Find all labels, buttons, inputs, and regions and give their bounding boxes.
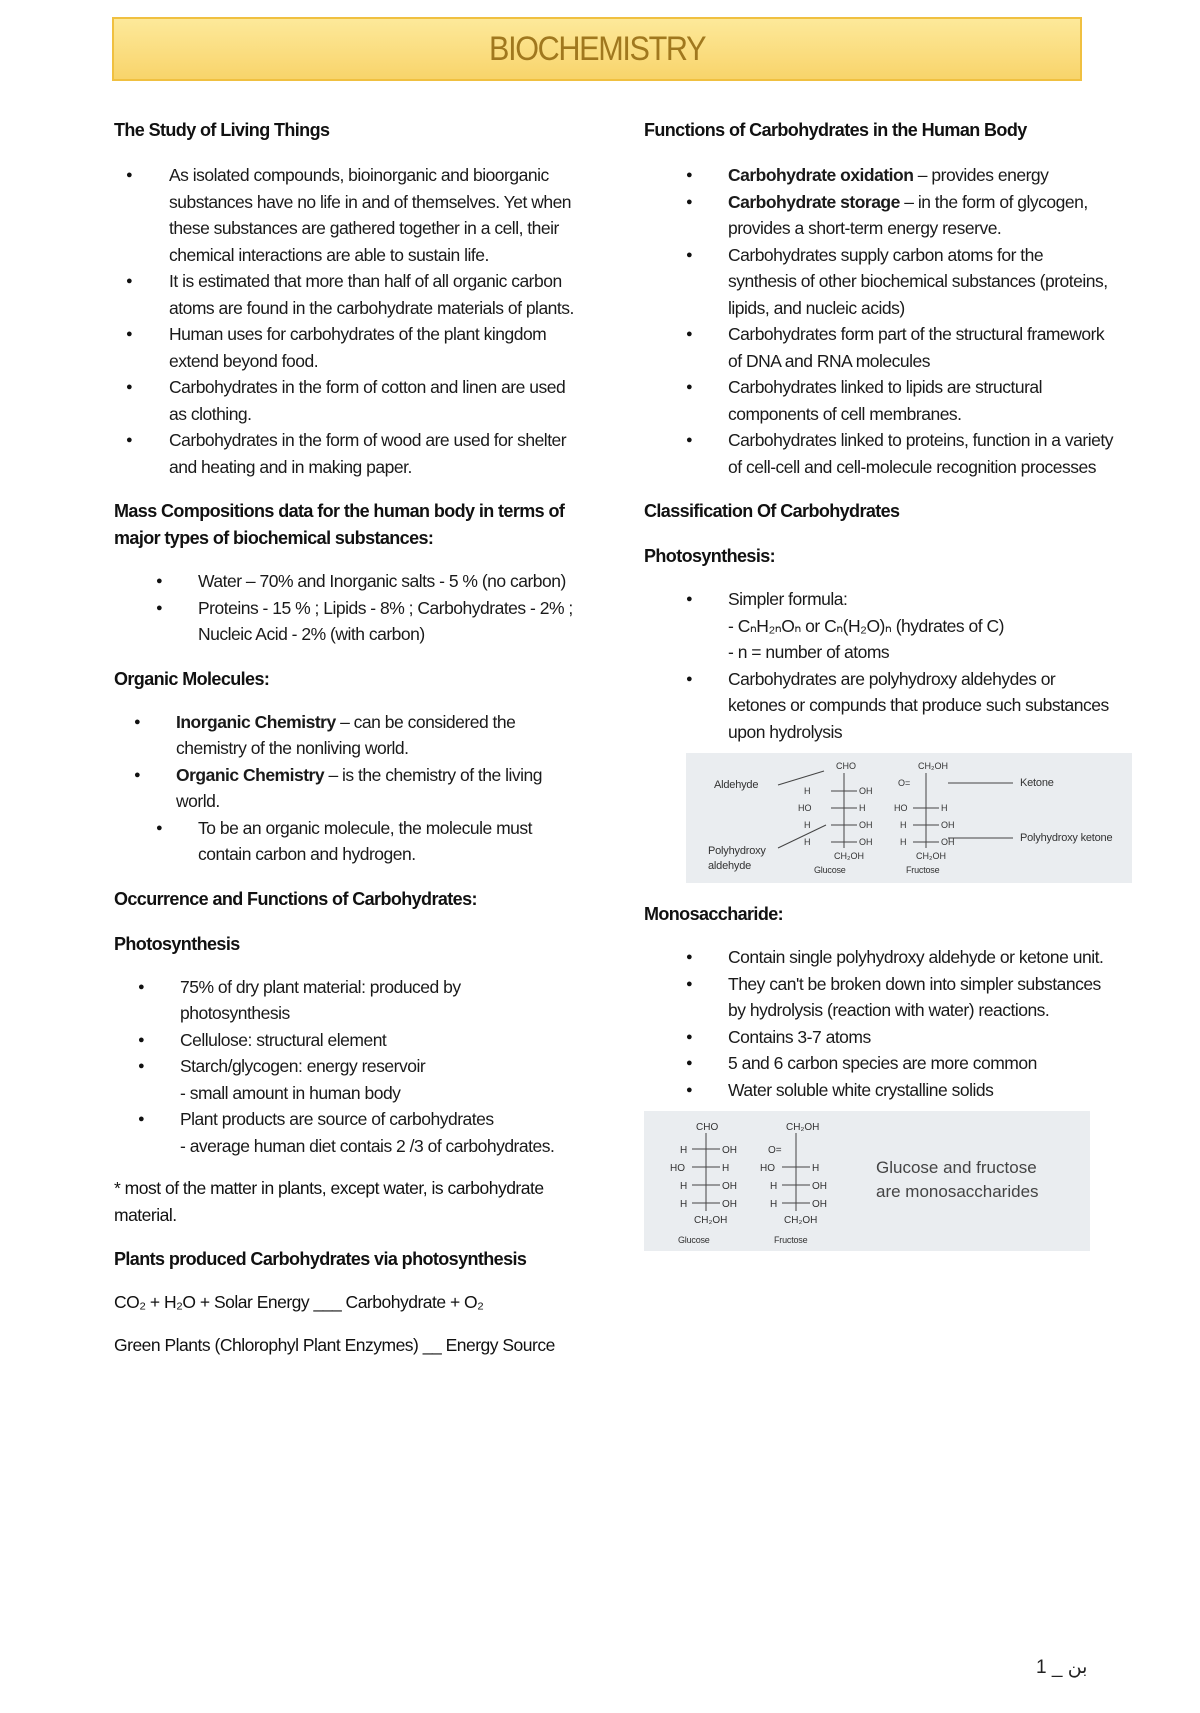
svg-text:CHO: CHO [696, 1122, 719, 1133]
svg-text:H: H [680, 1145, 688, 1156]
svg-text:OH: OH [722, 1199, 737, 1210]
svg-text:OH: OH [812, 1199, 827, 1210]
svg-text:H: H [770, 1181, 778, 1192]
list-item: ● To be an organic molecule, the molecule must contain carbon and hydrogen. [114, 815, 574, 868]
photosynthesis-list [114, 974, 574, 1160]
general-formula: - CₙH₂ₙOₙ or Cₙ(H₂O)ₙ (hydrates of C) [728, 615, 1004, 636]
list-item: ● Contains 3-7 atoms [644, 1024, 1114, 1051]
svg-text:HO: HO [798, 803, 812, 813]
list-item: ● Water soluble white crystalline solids [644, 1077, 1114, 1104]
aldehyde-ketone-figure [686, 753, 1132, 883]
heading-classification: Classification Of Carbohydrates [644, 501, 900, 521]
heading-mass: Mass Compositions data for the human body in terms of major types of biochemical substances: [114, 501, 565, 548]
svg-text:H: H [804, 786, 811, 796]
section-produced [114, 1246, 574, 1358]
section-right-photosynthesis [644, 543, 1114, 883]
svg-text:OH: OH [859, 837, 873, 847]
label-glucose-2: Glucose [678, 1235, 710, 1245]
svg-text:OH: OH [859, 786, 873, 796]
list-item: ● Carbohydrates linked to proteins, function in a variety of cell-cell and cell-molecule recognition processes [644, 427, 1114, 480]
heading-produced: Plants produced Carbohydrates via photosynthesis [114, 1249, 527, 1269]
svg-text:OH: OH [859, 820, 873, 830]
list-item: ● Carbohydrates in the form of cotton and linen are used as clothing. [114, 374, 574, 427]
svg-text:H: H [900, 820, 907, 830]
label-polyhydroxy-ketone: Polyhydroxy ketone [1020, 832, 1113, 844]
heading-functions: Functions of Carbohydrates in the Human Body [644, 120, 1027, 140]
label-aldehyde: Aldehyde [714, 779, 759, 791]
heading-organic: Organic Molecules: [114, 668, 270, 689]
list-item: ● Cellulose: structural element [114, 1027, 574, 1054]
svg-text:CHO: CHO [836, 761, 856, 771]
svg-text:H: H [680, 1181, 688, 1192]
label-fructose: Fructose [906, 865, 940, 875]
formula-list [644, 586, 1114, 745]
svg-text:OH: OH [722, 1181, 737, 1192]
section-mass [114, 498, 574, 648]
list-item: ● Carbohydrates in the form of wood are used for shelter and heating and in making paper. [114, 427, 574, 480]
plant-matter-note: * most of the matter in plants, except water, is carbohydrate material. [114, 1178, 544, 1225]
label-glucose: Glucose [814, 865, 846, 875]
svg-text:CH₂OH: CH₂OH [786, 1122, 820, 1133]
right-column [644, 117, 1114, 1269]
svg-text:OH: OH [812, 1181, 827, 1192]
functions-list [644, 162, 1114, 480]
heading-photosynthesis: Photosynthesis [114, 933, 240, 954]
svg-text:HO: HO [760, 1163, 775, 1174]
list-item: ● Human uses for carbohydrates of the plant kingdom extend beyond food. [114, 321, 574, 374]
heading-occurrence: Occurrence and Functions of Carbohydrates: [114, 888, 477, 909]
term-inorganic: Inorganic Chemistry [176, 711, 336, 732]
svg-text:OH: OH [941, 820, 955, 830]
section-functions [644, 117, 1114, 480]
monosaccharide-figure [644, 1111, 1090, 1251]
svg-text:HO: HO [894, 803, 908, 813]
organic-list [114, 709, 574, 868]
svg-text:H: H [941, 803, 948, 813]
heading-right-photosynthesis: Photosynthesis: [644, 546, 776, 566]
figure-caption-1: Glucose and fructose [876, 1158, 1037, 1177]
structure-diagram [686, 753, 1132, 883]
section-photosynthesis [114, 931, 574, 1229]
list-item: ● Simpler formula: - CₙH₂ₙOₙ or Cₙ(H₂O)ₙ (hydrates of C) - n = number of atoms [644, 586, 1114, 666]
figure-caption-2: are monosaccharides [876, 1182, 1039, 1201]
section-study [114, 117, 574, 480]
list-item: ● Carbohydrates form part of the structural framework of DNA and RNA molecules [644, 321, 1114, 374]
svg-text:H: H [770, 1199, 778, 1210]
list-item: ● Proteins - 15 % ; Lipids - 8% ; Carbohydrates - 2% ; Nucleic Acid - 2% (with carbon) [114, 595, 574, 648]
list-item: ● 5 and 6 carbon species are more common [644, 1050, 1114, 1077]
label-fructose-2: Fructose [774, 1235, 808, 1245]
svg-text:H: H [804, 820, 811, 830]
svg-text:H: H [804, 837, 811, 847]
photosynthesis-equation: CO₂ + H₂O + Solar Energy ___ Carbohydrate + O₂ [114, 1292, 484, 1312]
list-item: ● Water – 70% and Inorganic salts - 5 % (no carbon) [114, 568, 574, 595]
svg-text:CH₂OH: CH₂OH [784, 1215, 818, 1226]
section-organic [114, 666, 574, 868]
svg-text:H: H [680, 1199, 688, 1210]
left-column [114, 117, 574, 1376]
monosaccharide-list [644, 944, 1114, 1103]
svg-text:CH₂OH: CH₂OH [834, 851, 864, 861]
list-item: ● Carbohydrate oxidation – provides energy [644, 162, 1114, 189]
list-item: ● Carbohydrates linked to lipids are structural components of cell membranes. [644, 374, 1114, 427]
term-storage: Carbohydrate storage [728, 191, 900, 212]
svg-text:OH: OH [722, 1145, 737, 1156]
list-item: ● Carbohydrates supply carbon atoms for the synthesis of other biochemical substances (proteins, lipids, and nucleic acids) [644, 242, 1114, 322]
svg-text:CH₂OH: CH₂OH [918, 761, 948, 771]
label-polyhydroxy-aldehyde-1: Polyhydroxy [708, 845, 766, 857]
list-item: ● Contain single polyhydroxy aldehyde or ketone unit. [644, 944, 1114, 971]
list-item: ● Inorganic Chemistry – can be considered the chemistry of the nonliving world. [114, 709, 574, 762]
list-item: ● It is estimated that more than half of all organic carbon atoms are found in the carbohydrate materials of plants. [114, 268, 574, 321]
list-item: ● Organic Chemistry – is the chemistry of the living world. [114, 762, 574, 815]
heading-study: The Study of Living Things [114, 120, 330, 140]
study-list [114, 162, 574, 480]
list-item: ● They can't be broken down into simpler substances by hydrolysis (reaction with water) reactions. [644, 971, 1114, 1024]
label-ketone: Ketone [1020, 777, 1054, 789]
section-occurrence [114, 886, 574, 913]
section-classification [644, 498, 1114, 525]
title-banner [112, 17, 1082, 81]
svg-text:H: H [900, 837, 907, 847]
energy-source-line: Green Plants (Chlorophyl Plant Enzymes) __ Energy Source [114, 1334, 555, 1355]
svg-text:CH₂OH: CH₂OH [694, 1215, 728, 1226]
svg-text:HO: HO [670, 1163, 685, 1174]
svg-text:H: H [812, 1163, 820, 1174]
svg-text:O=: O= [768, 1145, 782, 1156]
page-number: 1 _ بن [1036, 1657, 1088, 1678]
page-title: BIOCHEMISTRY [488, 29, 706, 68]
heading-monosaccharide: Monosaccharide: [644, 904, 784, 924]
term-oxidation: Carbohydrate oxidation [728, 165, 914, 185]
svg-text:H: H [722, 1163, 730, 1174]
list-item: ● As isolated compounds, bioinorganic and bioorganic substances have no life in and of themselves. Yet when these substances are gathered together in a cell, their chemical interactions are able to sustain life. [114, 162, 574, 268]
section-monosaccharide [644, 901, 1114, 1251]
svg-text:O=: O= [898, 778, 911, 788]
term-organic: Organic Chemistry [176, 764, 325, 785]
list-item: ● Carbohydrate storage – in the form of glycogen, provides a short-term energy reserve. [644, 189, 1114, 242]
list-item: ● 75% of dry plant material: produced by photosynthesis [114, 974, 574, 1027]
svg-text:H: H [859, 803, 866, 813]
svg-text:OH: OH [941, 837, 955, 847]
list-item: ● Starch/glycogen: energy reservoir - small amount in human body [114, 1053, 574, 1106]
svg-text:CH₂OH: CH₂OH [916, 851, 946, 861]
list-item: ● Carbohydrates are polyhydroxy aldehydes or ketones or compunds that produce such substances upon hydrolysis [644, 666, 1114, 746]
mass-list [114, 568, 574, 648]
label-polyhydroxy-aldehyde-2: aldehyde [708, 860, 752, 872]
list-item: ● Plant products are source of carbohydrates - average human diet contais 2 /3 of carbohydrates. [114, 1106, 574, 1159]
